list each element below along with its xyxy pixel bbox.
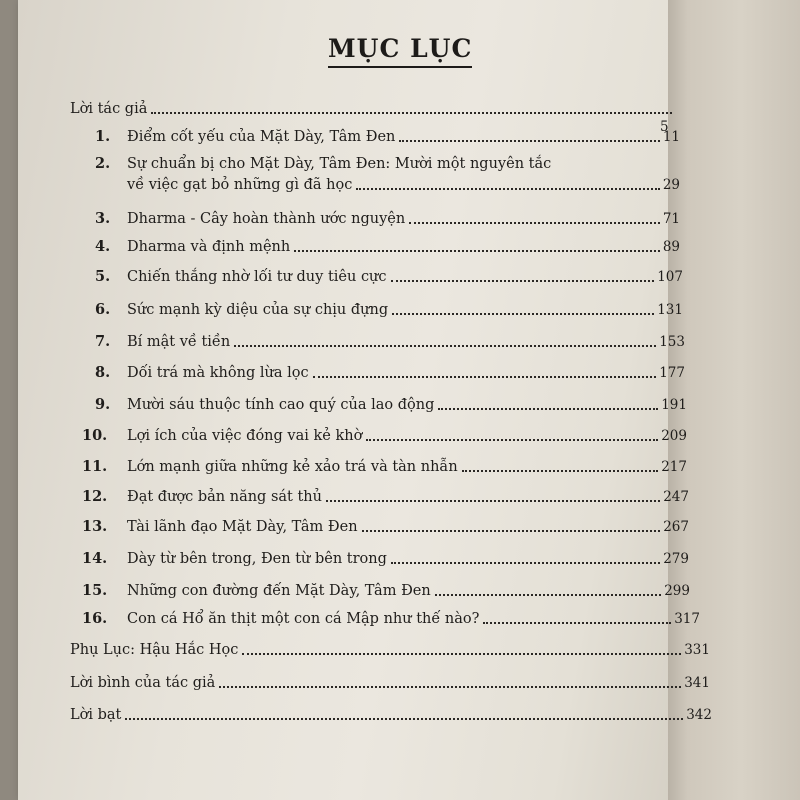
- toc-entry-page: 331: [684, 642, 710, 658]
- toc-entry: [95, 333, 685, 351]
- toc-entry: [82, 458, 687, 476]
- toc-entry-title: Phụ Lục: Hậu Hắc Học: [70, 642, 239, 658]
- toc-entry-number: 14.: [82, 550, 108, 567]
- toc-entry-number: 6.: [95, 301, 111, 318]
- toc-entry-number: 4.: [95, 238, 111, 255]
- toc-entry: [82, 550, 689, 568]
- dot-leader: [435, 593, 662, 596]
- toc-entry-title: Sức mạnh kỳ diệu của sự chịu đựng: [127, 302, 389, 318]
- toc-entry-page: 299: [664, 583, 690, 599]
- dot-leader: [483, 621, 671, 624]
- toc-entry: [82, 488, 689, 506]
- toc-entry-title: Lời bình của tác giả: [70, 675, 216, 691]
- toc-entry-number: 7.: [95, 333, 111, 350]
- toc-entry-number: 13.: [82, 518, 108, 535]
- toc-entry-number: 8.: [95, 364, 111, 381]
- toc-entry-number: 9.: [95, 396, 111, 413]
- toc-entry: [95, 238, 680, 256]
- dot-leader: [391, 561, 660, 564]
- dot-leader: [399, 139, 659, 142]
- toc-entry: [82, 582, 690, 600]
- toc-entry-number: 2.: [95, 155, 111, 172]
- toc-entry: [95, 301, 683, 319]
- dot-leader: [151, 111, 672, 114]
- dot-leader: [391, 279, 655, 282]
- dot-leader: [294, 249, 660, 252]
- toc-entry: [95, 128, 680, 146]
- toc-entry-page: 317: [674, 611, 700, 627]
- toc-entry-title: Lớn mạnh giữa những kẻ xảo trá và tàn nhẫn: [127, 459, 458, 475]
- toc-entry-page: 191: [661, 397, 687, 413]
- dot-leader: [313, 375, 657, 378]
- toc-entry-page: 341: [684, 675, 710, 691]
- toc-entry: [95, 155, 680, 173]
- toc-entry-title: Những con đường đến Mặt Dày, Tâm Đen: [127, 583, 431, 599]
- toc-entry-title: Mười sáu thuộc tính cao quý của lao động: [127, 397, 435, 413]
- toc-entry: [70, 706, 712, 724]
- toc-entry-title: Dày từ bên trong, Đen từ bên trong: [127, 551, 387, 567]
- dot-leader: [438, 407, 658, 410]
- toc-entry-page: 71: [662, 211, 680, 227]
- toc-entry-title: Lời bạt: [70, 707, 122, 723]
- toc-entry-page: 11: [662, 129, 680, 145]
- toc-entry-title: Tài lãnh đạo Mặt Dày, Tâm Đen: [127, 519, 358, 535]
- toc-entry-number: 1.: [95, 128, 111, 145]
- toc-entry: [70, 674, 710, 692]
- toc-entry: [70, 100, 675, 118]
- toc-entry: [82, 518, 689, 536]
- toc-entry-number: 15.: [82, 582, 108, 599]
- toc-entry-title: Sự chuẩn bị cho Mặt Dày, Tâm Đen: Mười một nguyên tắc: [127, 156, 552, 172]
- toc-entry-title: Điểm cốt yếu của Mặt Dày, Tâm Đen: [127, 129, 396, 145]
- page-title: MỤC LỤC: [18, 34, 800, 68]
- toc-entry-page: 217: [661, 459, 687, 475]
- toc-entry-number: 12.: [82, 488, 108, 505]
- toc-entry-page: 131: [657, 302, 683, 318]
- toc-entry-number: 10.: [82, 427, 108, 444]
- toc-entry-title: Dharma và định mệnh: [127, 239, 291, 255]
- toc-entry-number: 5.: [95, 268, 111, 285]
- toc-entry-title: Lời tác giả: [70, 101, 148, 117]
- toc-entry: [82, 610, 700, 628]
- toc-entry-page: 107: [657, 269, 683, 285]
- toc-entry-title: Lợi ích của việc đóng vai kẻ khờ: [127, 428, 363, 444]
- toc-entry-title: Chiến thắng nhờ lối tư duy tiêu cực: [127, 269, 387, 285]
- toc-entry-page: 29: [662, 177, 680, 193]
- toc-entry-page: 5: [660, 119, 669, 135]
- toc-entry: [95, 268, 683, 286]
- toc-entry: [95, 364, 685, 382]
- dot-leader: [234, 344, 656, 347]
- toc-entry: [95, 210, 680, 228]
- dot-leader: [242, 652, 681, 655]
- toc-entry-page: 267: [663, 519, 689, 535]
- dot-leader: [219, 685, 681, 688]
- dot-leader: [125, 717, 683, 720]
- toc-entry-title: Con cá Hổ ăn thịt một con cá Mập như thế nào?: [127, 611, 480, 627]
- dot-leader: [362, 529, 661, 532]
- dot-leader: [462, 469, 659, 472]
- toc-entry-number: 11.: [82, 458, 108, 475]
- toc-entry-title-cont: về việc gạt bỏ những gì đã học: [127, 177, 353, 193]
- toc-entry-page: 209: [661, 428, 687, 444]
- toc-entry-title: Dối trá mà không lừa lọc: [127, 365, 309, 381]
- dot-leader: [366, 438, 658, 441]
- toc-entry: [70, 641, 710, 659]
- toc-entry-title: Bí mật về tiền: [127, 334, 231, 350]
- toc-entry-page: 177: [659, 365, 685, 381]
- toc-entry-page: 89: [662, 239, 680, 255]
- toc-entry: [95, 396, 687, 414]
- dot-leader: [356, 187, 659, 190]
- toc-entry-page: 342: [686, 707, 712, 723]
- dot-leader: [326, 499, 660, 502]
- dot-leader: [409, 221, 660, 224]
- dot-leader: [392, 312, 654, 315]
- toc-entry-continuation: [127, 176, 680, 194]
- toc-entry-number: 16.: [82, 610, 108, 627]
- toc-entry-page: 153: [659, 334, 685, 350]
- toc-entry-title: Dharma - Cây hoàn thành ước nguyện: [127, 211, 406, 227]
- toc-entry-title: Đạt được bản năng sát thủ: [127, 489, 322, 505]
- toc-entry-page: 247: [663, 489, 689, 505]
- toc-entry-number: 3.: [95, 210, 111, 227]
- toc-entry-page: 279: [663, 551, 689, 567]
- toc-entry: [82, 427, 687, 445]
